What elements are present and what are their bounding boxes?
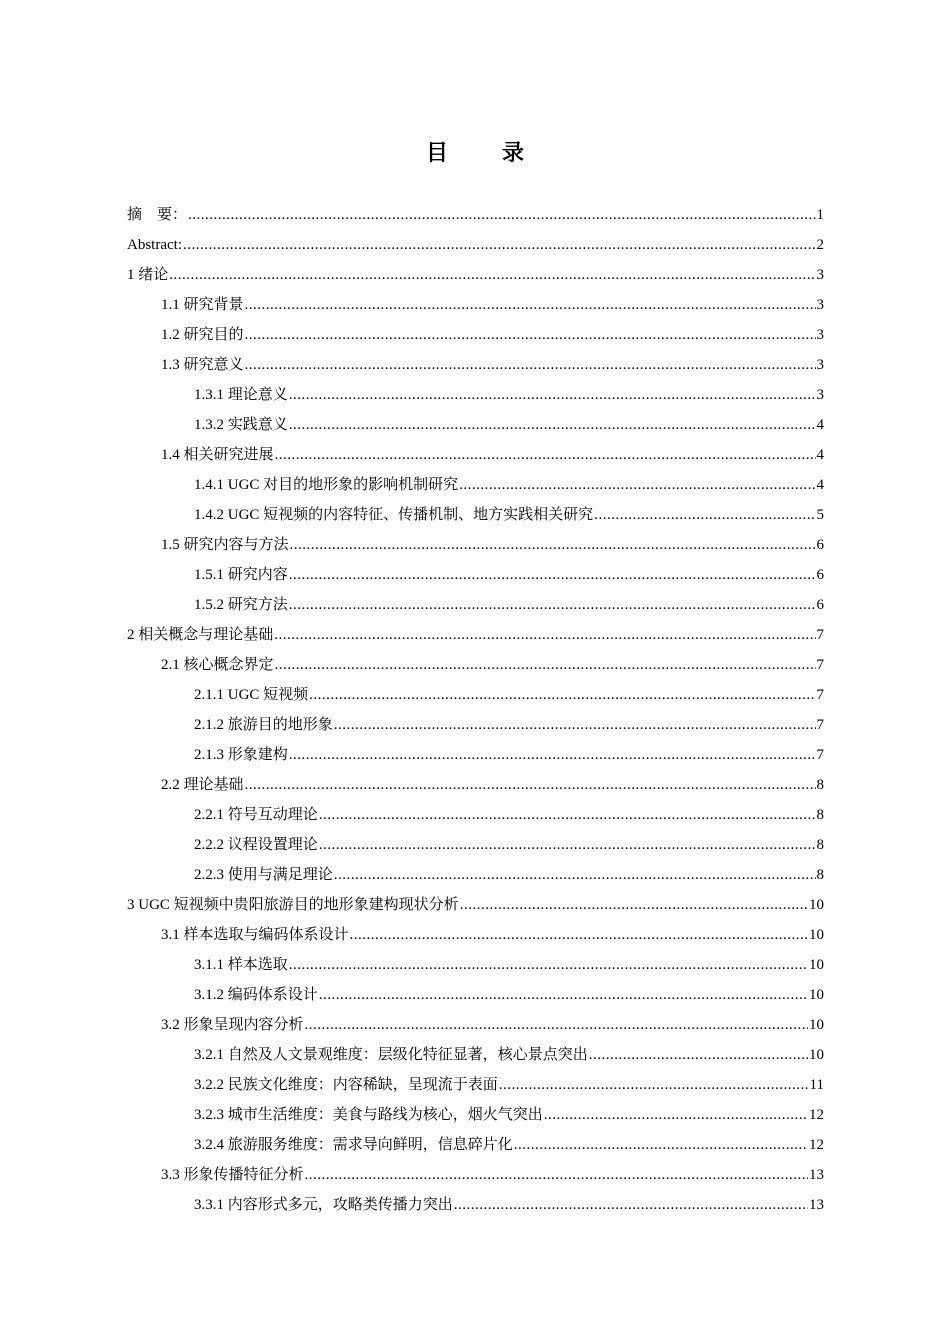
toc-entry-text: 2.1.3 形象建构 [194,747,288,763]
toc-page-number: 10 [809,1017,824,1033]
toc-entry[interactable] [127,590,824,620]
toc-entry-text: 2 相关概念与理论基础 [127,627,274,643]
toc-page-number: 5 [816,507,824,523]
toc-entry[interactable] [127,1190,824,1220]
toc-page-number: 7 [816,717,824,733]
toc-dot-leader [350,920,808,950]
toc-dot-leader [289,590,816,620]
toc-entry-text: 1.2 研究目的 [161,327,244,343]
toc-entry-text: 2.1.1 UGC 短视频 [194,687,309,703]
toc-page-number: 7 [816,687,824,703]
toc-page-number: 6 [816,597,824,613]
toc-entry-text: 3.2.4 旅游服务维度：需求导向鲜明，信息碎片化 [194,1137,513,1153]
toc-entry-text: 3.1.2 编码体系设计 [194,987,318,1003]
toc-dot-leader [245,350,816,380]
toc-entry-text: 3.3 形象传播特征分析 [161,1167,304,1183]
toc-page-number: 6 [816,537,824,553]
toc-page-number: 10 [809,957,824,973]
toc-dot-leader [589,1040,808,1070]
toc-entry[interactable] [127,1160,824,1190]
toc-page-number: 8 [816,777,824,793]
toc-page-number: 3 [816,327,824,343]
toc-page-number: 8 [816,837,824,853]
toc-entry-text: 2.1 核心概念界定 [161,657,274,673]
toc-entry[interactable] [127,740,824,770]
toc-dot-leader [289,740,816,770]
toc-dot-leader [289,380,816,410]
toc-entry[interactable] [127,890,824,920]
toc-dot-leader [514,1130,808,1160]
toc-entry[interactable] [127,440,824,470]
toc-dot-leader [169,260,815,290]
toc-entry[interactable] [127,620,824,650]
toc-entry[interactable] [127,800,824,830]
toc-dot-leader [499,1070,809,1100]
toc-entry-text: 摘 要： [127,207,188,223]
toc-page-number: 7 [816,627,824,643]
toc-dot-leader [319,830,816,860]
toc-dot-leader [183,230,816,260]
toc-page-number: 4 [816,447,824,463]
toc-title: 目 录 [425,141,540,166]
toc-dot-leader [454,1190,808,1220]
toc-dot-leader [544,1100,808,1130]
toc-entry-text: 1.5.1 研究内容 [194,567,288,583]
toc-page-number: 8 [816,867,824,883]
toc-entry-text: 3.3.1 内容形式多元，攻略类传播力突出 [194,1197,453,1213]
toc-dot-leader [309,680,815,710]
toc-dot-leader [319,800,816,830]
toc-page-number: 2 [816,237,824,253]
toc-page-number: 7 [816,747,824,763]
toc-entry[interactable] [127,350,824,380]
toc-dot-leader [594,500,815,530]
toc-entry-text: 3 UGC 短视频中贵阳旅游目的地形象建构现状分析 [127,897,459,913]
toc-entry-text: 1.3.1 理论意义 [194,387,288,403]
toc-dot-leader [459,470,815,500]
toc-page-number: 3 [816,357,824,373]
toc-page-number: 11 [809,1077,824,1093]
toc-entry-text: Abstract: [127,237,182,253]
toc-entry-text: 1.3.2 实践意义 [194,417,288,433]
toc-entry[interactable] [127,950,824,980]
toc-entry-text: 2.2.1 符号互动理论 [194,807,318,823]
toc-page-number: 1 [816,207,824,223]
toc-entry-text: 2.1.2 旅游目的地形象 [194,717,333,733]
toc-entry-text: 1.4.2 UGC 短视频的内容特征、传播机制、地方实践相关研究 [194,507,594,523]
toc-dot-leader [334,710,816,740]
toc-page-number: 8 [816,807,824,823]
toc-entry-text: 1 绪论 [127,267,169,283]
toc-dot-leader [245,290,816,320]
toc-dot-leader [289,950,808,980]
toc-entry-text: 1.3 研究意义 [161,357,244,373]
toc-page-number: 13 [809,1197,824,1213]
toc-page-number: 10 [809,927,824,943]
toc-page-number: 10 [809,897,824,913]
toc-entry-text: 3.2.3 城市生活维度：美食与路线为核心，烟火气突出 [194,1107,543,1123]
toc-entry-text: 3.1 样本选取与编码体系设计 [161,927,349,943]
toc-entry-text: 1.4 相关研究进展 [161,447,274,463]
toc-entry[interactable] [127,650,824,680]
toc-entry[interactable] [127,770,824,800]
toc-entry[interactable] [127,380,824,410]
toc-entry-text: 3.1.1 样本选取 [194,957,288,973]
toc-page-number: 3 [816,297,824,313]
toc-entry[interactable] [127,1100,824,1130]
toc-entry[interactable] [127,980,824,1010]
toc-entry[interactable] [127,1010,824,1040]
toc-entry[interactable] [127,410,824,440]
toc-dot-leader [305,1160,808,1190]
toc-entry[interactable] [127,260,824,290]
toc-entry[interactable] [127,1130,824,1160]
toc-page-number: 12 [809,1107,824,1123]
toc-entry[interactable] [127,860,824,890]
toc-page-number: 6 [816,567,824,583]
toc-entry[interactable] [127,530,824,560]
toc-entry-text: 3.2.2 民族文化维度：内容稀缺，呈现流于表面 [194,1077,498,1093]
toc-page-number: 4 [816,477,824,493]
toc-dot-leader [274,620,815,650]
toc-dot-leader [334,860,816,890]
toc-entry[interactable] [127,560,824,590]
toc-entry-text: 3.2 形象呈现内容分析 [161,1017,304,1033]
toc-entry-text: 2.2 理论基础 [161,777,244,793]
toc-entry[interactable] [127,230,824,260]
toc-dot-leader [275,440,816,470]
toc-entry-text: 3.2.1 自然及人文景观维度：层级化特征显著，核心景点突出 [194,1047,588,1063]
toc-page-number: 13 [809,1167,824,1183]
toc-entry[interactable] [127,500,824,530]
toc-dot-leader [188,200,815,230]
toc-dot-leader [319,980,808,1010]
toc-page-number: 10 [809,987,824,1003]
toc-entry[interactable] [127,1040,824,1070]
toc-page-number: 4 [816,417,824,433]
toc-entry[interactable] [127,200,824,230]
toc-page-number: 7 [816,657,824,673]
toc-dot-leader [289,410,816,440]
toc-dot-leader [460,890,808,920]
toc-entry-text: 2.2.2 议程设置理论 [194,837,318,853]
toc-entry-text: 1.1 研究背景 [161,297,244,313]
toc-page-number: 10 [809,1047,824,1063]
toc-entry[interactable] [127,710,824,740]
toc-dot-leader [245,770,816,800]
toc-list [127,200,824,1220]
toc-entry[interactable] [127,1070,824,1100]
toc-entry[interactable] [127,320,824,350]
toc-entry[interactable] [127,830,824,860]
toc-entry-text: 1.5.2 研究方法 [194,597,288,613]
toc-dot-leader [289,560,816,590]
toc-entry[interactable] [127,290,824,320]
toc-entry-text: 2.2.3 使用与满足理论 [194,867,333,883]
toc-page-number: 3 [816,387,824,403]
toc-dot-leader [275,650,816,680]
toc-entry[interactable] [127,470,824,500]
toc-dot-leader [245,320,816,350]
toc-entry[interactable] [127,920,824,950]
toc-page-number: 12 [809,1137,824,1153]
toc-dot-leader [305,1010,808,1040]
toc-entry-text: 1.4.1 UGC 对目的地形象的影响机制研究 [194,477,459,493]
toc-entry[interactable] [127,680,824,710]
toc-entry-text: 1.5 研究内容与方法 [161,537,289,553]
toc-dot-leader [290,530,816,560]
toc-page-number: 3 [816,267,824,283]
